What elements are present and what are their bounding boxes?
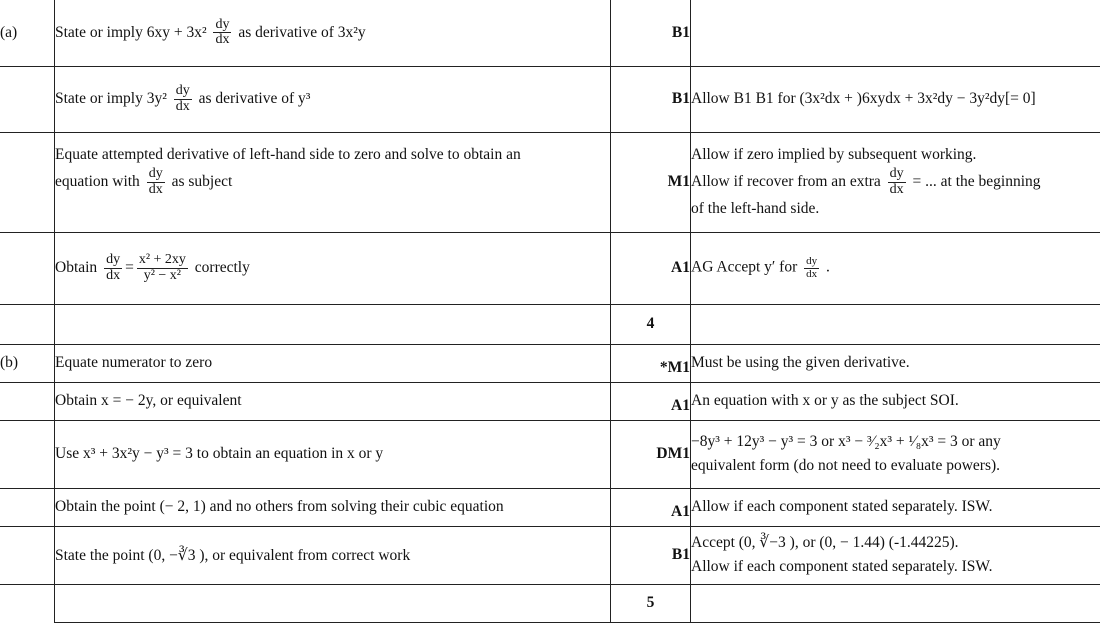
fraction-dy-dx: $\frac{dy}{dx}$ — [215, 16, 230, 48]
guidance-cell: Accept (0, ∛−3 ), or (0, − 1.44) (-1.44225). Allow if each component stated separately. ISW. — [691, 526, 1100, 584]
answer-cell: Equate numerator to zero — [55, 344, 611, 382]
table-row — [0, 488, 1100, 526]
table-row — [0, 0, 1100, 66]
total-mark: 5 — [611, 584, 691, 622]
fraction-dy-dx: $\frac{dy}{dx}$ — [889, 165, 904, 197]
mark-cell: B1 — [611, 526, 691, 584]
mark-cell: M1 — [611, 132, 691, 232]
total-mark: 4 — [611, 304, 691, 344]
fraction-dy-dx: $\frac{dy}{dx}$ — [106, 251, 121, 283]
mark-cell: B1 — [611, 66, 691, 132]
answer-cell: State the point (0, −∛3 ), or equivalent from correct work — [55, 526, 611, 584]
fraction-dy-dx: $\frac{dy}{dx}$ — [148, 165, 163, 197]
answer-cell: Obtain x = − 2y, or equivalent — [55, 382, 611, 420]
table-row — [0, 584, 1100, 622]
part-label-b: (b) — [0, 344, 55, 382]
answer-cell: Equate attempted derivative of left-hand side to zero and solve to obtain an equation with $\frac{dy}{dx}$ as subject — [55, 132, 611, 232]
answer-cell: Obtain $\frac{dy}{dx}$ = $\frac{\text{x² + 2xy}}{\text{y² − x²}}$ correctly — [55, 232, 611, 304]
answer-cell: Use x³ + 3x²y − y³ = 3 to obtain an equation in x or y — [55, 420, 611, 488]
fraction-result: $\frac{\text{x² + 2xy}}{\text{y² − x²}}$ — [138, 251, 186, 283]
fraction-dy-dx: $\frac{dy}{dx}$ — [175, 82, 190, 114]
table-row — [0, 526, 1100, 584]
answer-cell: State or imply 6xy + 3x² $\frac{dy}{dx}$ as derivative of 3x²y — [55, 0, 611, 66]
table-row — [0, 382, 1100, 420]
fraction-dy-dx: $\frac{dy}{dx}$ — [806, 254, 818, 280]
table-row — [0, 344, 1100, 382]
guidance-cell: Allow if each component stated separately. ISW. — [691, 488, 1100, 526]
table-row — [0, 304, 1100, 344]
guidance-cell: −8y³ + 12y³ − y³ = 3 or x³ − ³⁄₂x³ + ¹⁄₈x³ = 3 or any equivalent form (do not need to evaluate powers). — [691, 420, 1100, 488]
guidance-cell: Must be using the given derivative. — [691, 344, 1100, 382]
answer-cell: Obtain the point (− 2, 1) and no others from solving their cubic equation — [55, 488, 611, 526]
guidance-cell: AG Accept y′ for $\frac{dy}{dx}$ . — [691, 232, 1100, 304]
mark-cell: *M1 — [611, 344, 691, 382]
guidance-cell: Allow if zero implied by subsequent working. Allow if recover from an extra $\frac{dy}{dx}$ = ... at the beginning of the left-hand side. — [691, 132, 1100, 232]
guidance-cell — [691, 0, 1100, 66]
part-label-a: (a) — [0, 23, 18, 41]
table-row — [0, 132, 1100, 232]
table-row — [0, 232, 1100, 304]
mark-cell: DM1 — [611, 420, 691, 488]
mark-cell: B1 — [611, 0, 691, 66]
answer-cell: State or imply 3y² $\frac{dy}{dx}$ as derivative of y³ — [55, 66, 611, 132]
mark-cell: A1 — [611, 232, 691, 304]
table-row — [0, 66, 1100, 132]
guidance-cell: Allow B1 B1 for (3x²dx + )6xydx + 3x²dy − 3y²dy[= 0] — [691, 66, 1100, 132]
guidance-cell: An equation with x or y as the subject SOI. — [691, 382, 1100, 420]
table-row — [0, 420, 1100, 488]
mark-cell: A1 — [611, 488, 691, 526]
mark-cell: A1 — [611, 382, 691, 420]
